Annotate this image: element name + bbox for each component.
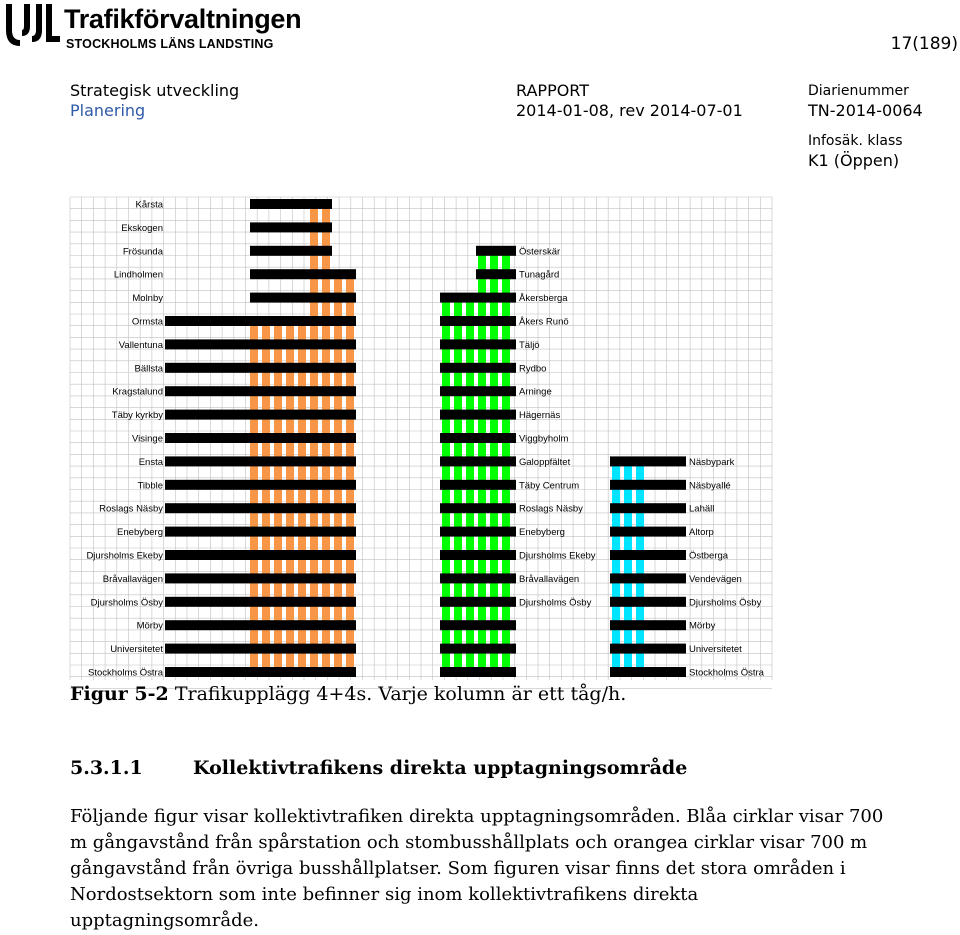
stop-bar xyxy=(165,550,356,560)
stop-bar xyxy=(610,480,686,490)
station-label: Näsbyallé xyxy=(689,480,731,492)
stop-bar xyxy=(250,222,332,232)
station-label: Vendevägen xyxy=(689,573,742,585)
station-label: Universitetet xyxy=(689,644,742,656)
station-label: Mörby xyxy=(136,620,163,632)
stop-bar xyxy=(610,456,686,466)
section-body: Följande figur visar kollektivtrafiken direkta upptagningsområden. Blåa cirklar visar 700 m gångavstånd från spårstation och stombusshållplats och orangea cirklar visar 700 m gångavstånd från övriga busshållplatser. Som figuren visar finns det stora områden i Nordostsektorn som inte befinner sig inom kollektivtrafikens direkta upptagningsområde. xyxy=(70,806,884,931)
stop-bar xyxy=(440,550,516,560)
station-label: Bällsta xyxy=(134,363,163,375)
station-label: Mörby xyxy=(689,620,716,632)
section-number: 5.3.1.1 xyxy=(70,757,143,779)
stop-bar xyxy=(610,597,686,607)
stop-bar xyxy=(610,620,686,630)
stop-bar xyxy=(440,644,516,654)
station-label: Täby Centrum xyxy=(519,480,580,492)
station-label: Tunagård xyxy=(519,269,560,281)
classification-value: K1 (Öppen) xyxy=(808,151,900,170)
station-label: Molnby xyxy=(132,293,163,305)
diary-label: Diarienummer xyxy=(808,83,909,99)
stop-bar xyxy=(165,597,356,607)
page-number: 17(189) xyxy=(890,34,958,54)
unit: Planering xyxy=(70,101,146,120)
station-label: Åkers Runö xyxy=(519,316,569,328)
station-label: Enebyberg xyxy=(519,527,565,539)
station-label: Ekskogen xyxy=(121,222,163,234)
stop-bar xyxy=(250,246,332,256)
station-label: Kragstalund xyxy=(112,386,163,398)
station-label: Roslags Näsby xyxy=(519,503,583,515)
stop-bar xyxy=(610,644,686,654)
station-label: Universitetet xyxy=(110,644,163,656)
stop-bar xyxy=(610,503,686,513)
station-label: Frösunda xyxy=(122,246,163,258)
stop-bar xyxy=(165,573,356,583)
stop-bar xyxy=(440,527,516,537)
stop-bar xyxy=(165,620,356,630)
diary-number: TN-2014-0064 xyxy=(808,101,923,120)
train-column-cyan xyxy=(624,458,632,675)
station-label: Åkersberga xyxy=(519,293,568,305)
stop-bar xyxy=(440,316,516,326)
stop-bar xyxy=(440,386,516,396)
stop-bar xyxy=(610,573,686,583)
station-label: Djursholms Ekeby xyxy=(86,550,163,562)
stop-bar xyxy=(165,363,356,373)
station-label: Roslags Näsby xyxy=(99,503,163,515)
stop-bar xyxy=(440,503,516,513)
figure-text: Trafikupplägg 4+4s. Varje kolumn är ett tåg/h. xyxy=(174,683,627,705)
stop-bar xyxy=(165,339,356,349)
station-label: Rydbo xyxy=(519,363,547,375)
stop-bar xyxy=(250,293,356,303)
stop-bar xyxy=(610,550,686,560)
station-label: Altorp xyxy=(689,527,714,539)
station-label: Djursholms Ösby xyxy=(519,597,592,609)
stop-bar xyxy=(476,246,516,256)
stop-bar xyxy=(440,667,516,677)
stop-bar xyxy=(440,480,516,490)
stop-bar xyxy=(610,667,686,677)
stop-bar xyxy=(440,573,516,583)
station-label: Galoppfältet xyxy=(519,456,571,468)
station-label: Arninge xyxy=(519,386,552,398)
station-label: Täljö xyxy=(519,339,540,351)
stop-bar xyxy=(440,339,516,349)
station-label: Djursholms Ekeby xyxy=(519,550,596,562)
stop-bar xyxy=(476,269,516,279)
station-label: Visinge xyxy=(132,433,163,445)
stop-bar xyxy=(165,644,356,654)
station-label: Enebyberg xyxy=(117,527,163,539)
stop-bar xyxy=(165,527,356,537)
stop-bar xyxy=(440,456,516,466)
station-label: Kårsta xyxy=(135,199,163,211)
organization-name: Trafikförvaltningen xyxy=(64,4,302,34)
station-label: Ensta xyxy=(138,456,163,468)
department: Strategisk utveckling xyxy=(70,81,240,100)
stop-bar xyxy=(165,386,356,396)
stop-bar xyxy=(440,433,516,443)
station-label: Stockholms Östra xyxy=(689,667,764,679)
train-column-orange xyxy=(346,271,354,675)
stop-bar xyxy=(610,527,686,537)
document-date: 2014-01-08, rev 2014-07-01 xyxy=(516,101,743,120)
station-label: Stockholms Östra xyxy=(88,667,163,679)
stop-bar xyxy=(250,269,356,279)
station-label: Österskär xyxy=(519,246,561,258)
station-label: Djursholms Ösby xyxy=(90,597,163,609)
figure-caption xyxy=(70,683,626,705)
stop-bar xyxy=(165,316,356,326)
document-type: RAPPORT xyxy=(516,81,590,100)
organization-subtitle: STOCKHOLMS LÄNS LANDSTING xyxy=(66,37,274,51)
station-label: Viggbyholm xyxy=(519,433,569,445)
station-label: Täby kyrkby xyxy=(111,410,163,422)
train-column-orange xyxy=(334,271,342,675)
stop-bar xyxy=(440,597,516,607)
station-label: Bråvallavägen xyxy=(102,573,163,585)
section-title: Kollektivtrafikens direkta upptagningsområde xyxy=(193,757,688,779)
stop-bar xyxy=(165,503,356,513)
station-label: Tibble xyxy=(137,480,163,492)
station-label: Vallentuna xyxy=(118,339,163,351)
station-label: Djursholms Ösby xyxy=(689,597,762,609)
stop-bar xyxy=(165,667,356,677)
station-label: Näsbypark xyxy=(689,456,735,468)
stop-bar xyxy=(165,433,356,443)
stop-bar xyxy=(250,199,332,209)
station-label: Lindholmen xyxy=(113,269,163,281)
train-column-cyan xyxy=(612,458,620,675)
classification-label: Infosäk. klass xyxy=(808,133,903,149)
station-label: Hägernäs xyxy=(519,410,561,422)
stop-bar xyxy=(440,293,516,303)
station-label: Bråvallavägen xyxy=(519,573,580,585)
station-label: Ormsta xyxy=(131,316,163,328)
figure-label: Figur 5-2 xyxy=(70,683,169,705)
stop-bar xyxy=(440,410,516,420)
station-label: Östberga xyxy=(689,550,729,562)
stop-bar xyxy=(165,410,356,420)
train-column-cyan xyxy=(636,458,644,675)
stop-bar xyxy=(165,456,356,466)
stop-bar xyxy=(440,363,516,373)
station-label: Lahäll xyxy=(689,503,715,515)
stop-bar xyxy=(440,620,516,630)
stop-bar xyxy=(165,480,356,490)
